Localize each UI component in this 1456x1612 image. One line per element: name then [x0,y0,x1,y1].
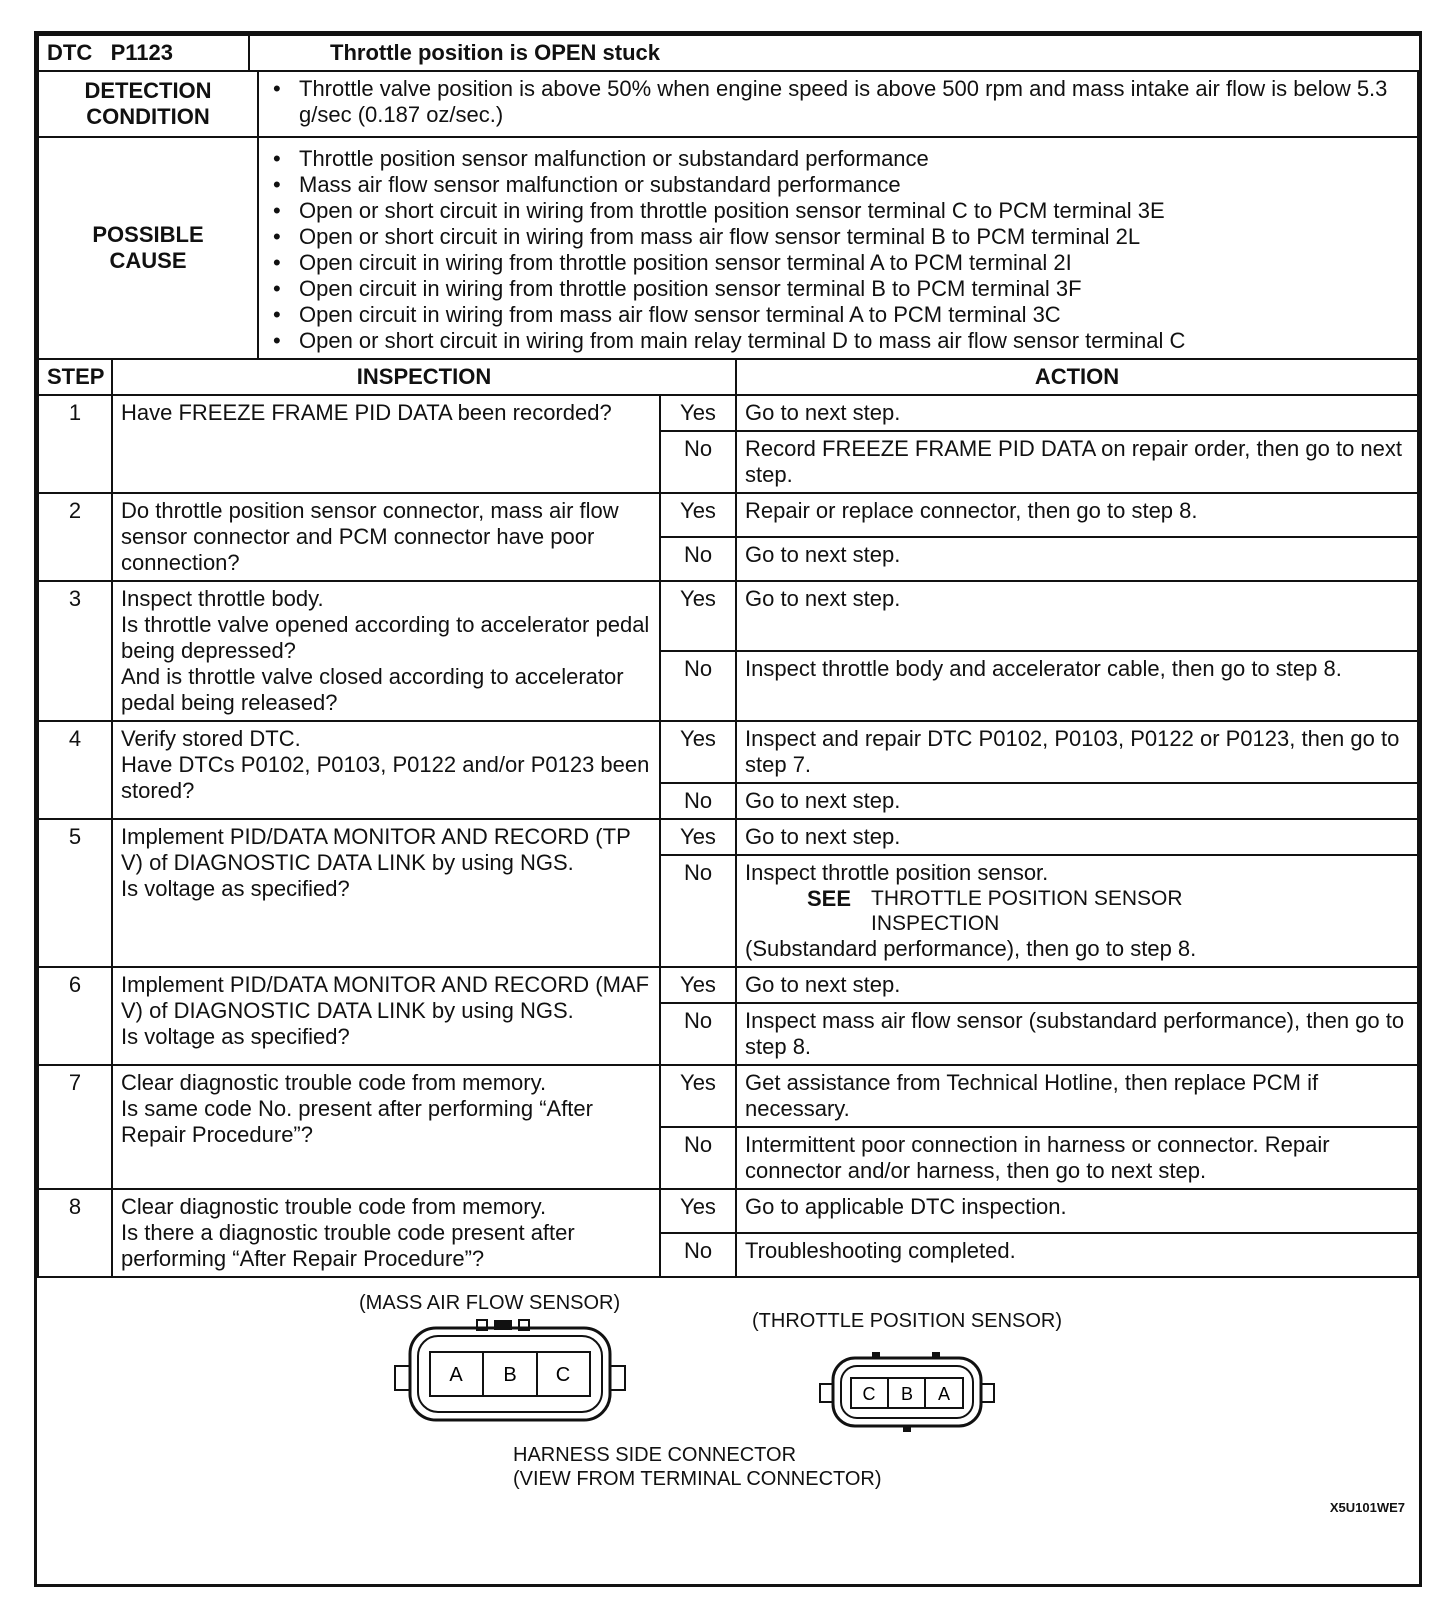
no-action-text: Inspect throttle position sensor. [745,860,1049,885]
no-action: Troubleshooting completed. [736,1233,1418,1277]
yes-action: Repair or replace connector, then go to step 8. [736,493,1418,537]
no-label: No [660,1233,736,1277]
yes-label: Yes [660,967,736,1003]
yes-action: Go to next step. [736,581,1418,651]
inspection-header: INSPECTION [112,359,736,395]
step-inspection: Implement PID/DATA MONITOR AND RECORD (TP V) of DIAGNOSTIC DATA LINK by using NGS. Is voltage as specified? [112,819,660,967]
no-label: No [660,651,736,721]
step-inspection: Have FREEZE FRAME PID DATA been recorded? [112,395,660,493]
step-number: 3 [38,581,112,721]
step-row [38,395,1418,431]
maf-terminal-a: A [449,1364,463,1386]
dtc-code-cell [38,35,249,71]
step-row [38,1065,1418,1127]
step-number: 4 [38,721,112,819]
maf-label: (MASS AIR FLOW SENSOR) [359,1292,621,1314]
see-label: SEE [807,886,852,911]
dtc-title: Throttle position is OPEN stuck [330,40,661,65]
yes-label: Yes [660,819,736,855]
yes-action: Go to next step. [736,967,1418,1003]
step-number: 7 [38,1065,112,1189]
no-action: Intermittent poor connection in harness or connector. Repair connector and/or harness, then go to next step. [736,1127,1418,1189]
no-label: No [660,431,736,493]
step-row [38,581,1418,651]
cause-label: POSSIBLE CAUSE [38,137,258,359]
see-text: THROTTLE POSITION SENSOR INSPECTION [871,887,1183,935]
step-row [38,493,1418,537]
cause-item: • Throttle position sensor malfunction or substandard performance [299,146,1409,172]
step-row [38,1189,1418,1233]
diagnostic-sheet [34,31,1422,1587]
no-action: Go to next step. [736,783,1418,819]
maf-connector-diagram [392,1318,632,1428]
tps-connector-diagram [817,1350,997,1440]
yes-action: Go to applicable DTC inspection. [736,1189,1418,1233]
maf-terminal-b: B [503,1364,517,1386]
no-label: No [660,537,736,581]
cause-cell [258,137,1418,359]
no-action: Inspect throttle body and accelerator cable, then go to step 8. [736,651,1418,721]
figure-code: X5U101WE7 [1329,1500,1405,1515]
dtc-title-cell [249,35,1420,71]
no-action: Record FREEZE FRAME PID DATA on repair order, then go to next step. [736,431,1418,493]
detection-list [267,76,1409,128]
dtc-label: DTC [47,40,93,65]
cause-list [267,146,1409,354]
step-inspection: Implement PID/DATA MONITOR AND RECORD (MAF V) of DIAGNOSTIC DATA LINK by using NGS. Is voltage as specified? [112,967,660,1065]
no-label: No [660,855,736,967]
no-label: No [660,783,736,819]
cause-item: • Open circuit in wiring from mass air flow sensor terminal A to PCM terminal 3C [299,302,1409,328]
no-label: No [660,1127,736,1189]
step-row [38,721,1418,783]
cause-item: • Open or short circuit in wiring from throttle position sensor terminal C to PCM terminal 3E [299,198,1409,224]
no-action [736,855,1418,967]
yes-label: Yes [660,721,736,783]
step-inspection: Do throttle position sensor connector, mass air flow sensor connector and PCM connector have poor connection? [112,493,660,581]
step-inspection: Clear diagnostic trouble code from memory. Is same code No. present after performing “After Repair Procedure”? [112,1065,660,1189]
detection-item: • Throttle valve position is above 50% when engine speed is above 500 rpm and mass intake air flow is below 5.3 g/sec (0.187 oz/sec.) [299,76,1409,128]
no-action-tail: (Substandard performance), then go to step 8. [745,936,1197,961]
step-row [38,819,1418,855]
no-action: Go to next step. [736,537,1418,581]
dtc-header-table [37,34,1421,72]
yes-action: Go to next step. [736,395,1418,431]
yes-label: Yes [660,395,736,431]
step-number: 1 [38,395,112,493]
tps-terminal-b: B [900,1384,914,1404]
yes-action: Go to next step. [736,819,1418,855]
yes-label: Yes [660,581,736,651]
tps-terminal-a: A [937,1384,951,1404]
yes-label: Yes [660,1189,736,1233]
detection-cell [258,71,1418,137]
cause-item: • Open or short circuit in wiring from mass air flow sensor terminal B to PCM terminal 2L [299,224,1409,250]
step-inspection: Clear diagnostic trouble code from memory. Is there a diagnostic trouble code present after performing “After Repair Procedure”? [112,1189,660,1277]
cause-item: • Mass air flow sensor malfunction or substandard performance [299,172,1409,198]
yes-label: Yes [660,1065,736,1127]
yes-action: Get assistance from Technical Hotline, then replace PCM if necessary. [736,1065,1418,1127]
step-row [38,967,1418,1003]
see-reference [745,886,1409,936]
no-label: No [660,1003,736,1065]
step-number: 8 [38,1189,112,1277]
tps-label: (THROTTLE POSITION SENSOR) [752,1310,1063,1332]
connector-figure [37,1278,1419,1525]
yes-label: Yes [660,493,736,537]
steps-table [37,358,1419,1278]
step-number: 2 [38,493,112,581]
step-header: STEP [38,359,112,395]
step-number: 5 [38,819,112,967]
cause-item: • Open circuit in wiring from throttle position sensor terminal A to PCM terminal 2I [299,250,1409,276]
action-header: ACTION [736,359,1418,395]
caption-line2: (VIEW FROM TERMINAL CONNECTOR) [513,1468,882,1490]
step-number: 6 [38,967,112,1065]
cause-item: • Open circuit in wiring from throttle position sensor terminal B to PCM terminal 3F [299,276,1409,302]
maf-terminal-c: C [555,1364,571,1386]
no-action: Inspect mass air flow sensor (substandard performance), then go to step 8. [736,1003,1418,1065]
step-inspection: Inspect throttle body. Is throttle valve opened according to accelerator pedal being depressed? And is throttle valve closed according to accelerator pedal being released? [112,581,660,721]
dtc-code: P1123 [110,40,173,65]
tps-terminal-c: C [862,1384,876,1404]
detection-label: DETECTION CONDITION [38,71,258,137]
cause-item: • Open or short circuit in wiring from main relay terminal D to mass air flow sensor terminal C [299,328,1409,354]
condition-table [37,70,1419,360]
step-inspection: Verify stored DTC. Have DTCs P0102, P0103, P0122 and/or P0123 been stored? [112,721,660,819]
yes-action: Inspect and repair DTC P0102, P0103, P0122 or P0123, then go to step 7. [736,721,1418,783]
caption-line1: HARNESS SIDE CONNECTOR [513,1444,797,1466]
